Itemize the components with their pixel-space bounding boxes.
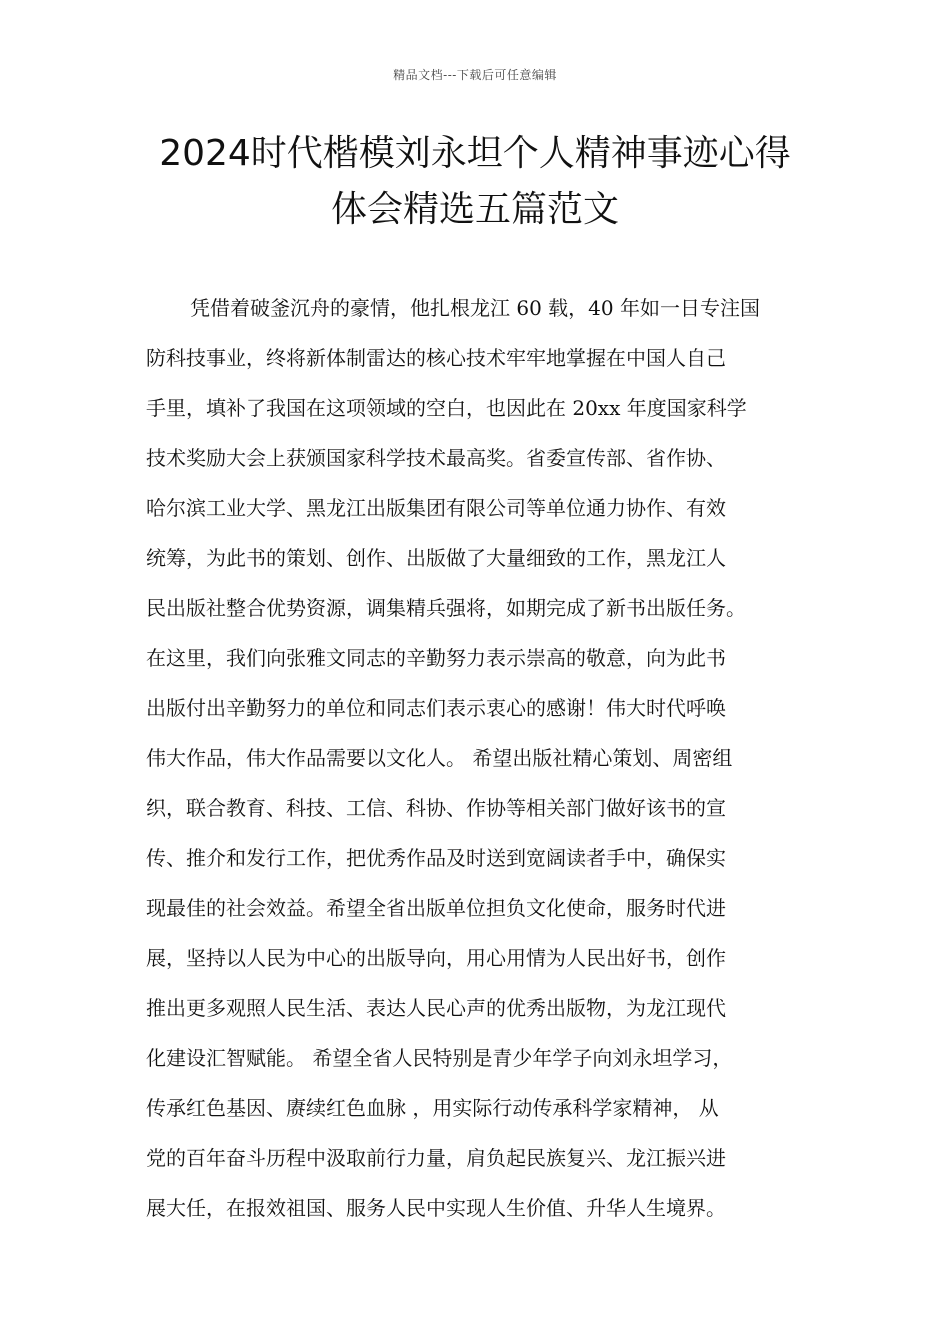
text-line: 统筹，为此书的策划、创作、出版做了大量细致的工作，黑龙江人 bbox=[146, 546, 726, 570]
text-line: 伟大作品，伟大作品需要以文化人。 希望出版社精心策划、周密组 bbox=[146, 746, 733, 770]
text-line: 哈尔滨工业大学、黑龙江出版集团有限公司等单位通力协作、有效 bbox=[146, 496, 726, 520]
header-note: 精品文档---下载后可任意编辑 bbox=[393, 68, 557, 82]
text-line: 出版付出辛勤努力的单位和同志们表示衷心的感谢！伟大时代呼唤 bbox=[146, 696, 726, 720]
text-line: 技术奖励大会上获颁国家科学技术最高奖。省委宣传部、省作协、 bbox=[146, 446, 726, 470]
text-line: 凭借着破釜沉舟的豪情，他扎根龙江 60 载，40 年如一日专注国 bbox=[190, 296, 760, 320]
text-line: 现最佳的社会效益。希望全省出版单位担负文化使命，服务时代进 bbox=[146, 896, 726, 920]
text-line: 展大任，在报效祖国、服务人民中实现人生价值、升华人生境界。 bbox=[146, 1196, 726, 1220]
text-line: 传承红色基因、赓续红色血脉 ，用实际行动传承科学家精神， 从 bbox=[146, 1096, 719, 1120]
text-line: 防科技事业，终将新体制雷达的核心技术牢牢地掌握在中国人自己 bbox=[146, 346, 726, 370]
title-line-1: 2024时代楷模刘永坦个人精神事迹心得 bbox=[159, 133, 791, 174]
document-title bbox=[120, 126, 830, 238]
text-line: 党的百年奋斗历程中汲取前行力量，肩负起民族复兴、龙江振兴进 bbox=[146, 1146, 726, 1170]
title-line-2: 体会精选五篇范文 bbox=[330, 189, 619, 230]
text-line: 推出更多观照人民生活、表达人民心声的优秀出版物，为龙江现代 bbox=[146, 996, 726, 1020]
text-line: 手里，填补了我国在这项领域的空白，也因此在 20xx 年度国家科学 bbox=[146, 396, 747, 420]
text-line: 展，坚持以人民为中心的出版导向，用心用情为人民出好书，创作 bbox=[146, 946, 726, 970]
body-paragraph bbox=[146, 283, 822, 1233]
text-line: 在这里，我们向张雅文同志的辛勤努力表示崇高的敬意，向为此书 bbox=[146, 646, 726, 670]
text-line: 民出版社整合优势资源，调集精兵强将，如期完成了新书出版任务。 bbox=[146, 596, 746, 620]
text-line: 传、推介和发行工作，把优秀作品及时送到宽阔读者手中，确保实 bbox=[146, 846, 726, 870]
text-line: 化建设汇智赋能。 希望全省人民特别是青少年学子向刘永坦学习， bbox=[146, 1046, 733, 1070]
text-line: 织，联合教育、科技、工信、科协、作协等相关部门做好该书的宣 bbox=[146, 796, 726, 820]
